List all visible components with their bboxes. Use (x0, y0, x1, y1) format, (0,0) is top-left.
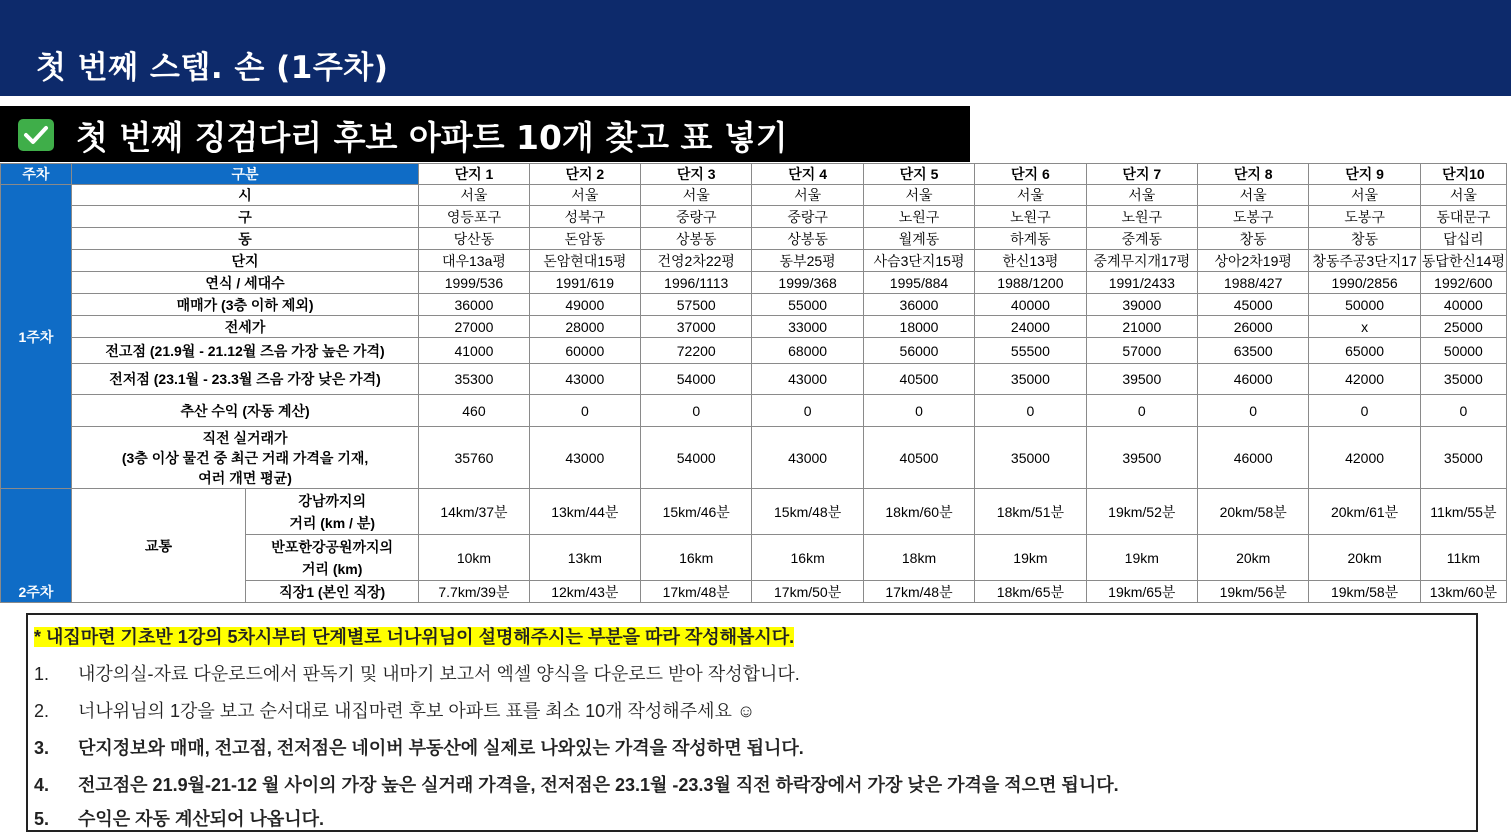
table-cell: 하계동 (975, 228, 1086, 250)
banpo-distance-label (246, 535, 419, 581)
gangnam-distance-label-line: 강남까지의 (298, 492, 366, 509)
row-label: 시 (71, 185, 418, 206)
table-cell: 서울 (641, 185, 752, 206)
table-cell: 55000 (752, 294, 863, 316)
table-cell: 37000 (641, 316, 752, 338)
table-cell: 16km (752, 535, 863, 581)
table-cell: 14km/37분 (419, 489, 529, 535)
table-cell: 46000 (1197, 427, 1308, 489)
table-cell: 40500 (863, 427, 974, 489)
note-number: 5. (34, 809, 50, 829)
table-cell: 20km (1309, 535, 1420, 581)
section-banner (0, 106, 970, 162)
page-title: 첫 번째 스텝. 손 (1주차) (36, 50, 389, 86)
table-cell: 1995/884 (863, 272, 974, 294)
table-cell: 39500 (1086, 427, 1197, 489)
table-cell: 50000 (1309, 294, 1420, 316)
table-cell: 54000 (641, 427, 752, 489)
table-cell: 노원구 (863, 206, 974, 228)
table-cell: 56000 (863, 338, 974, 364)
table-cell: 33000 (752, 316, 863, 338)
table-cell: 0 (1197, 395, 1308, 427)
complex-header: 단지 8 (1197, 164, 1308, 185)
table-cell: 중랑구 (752, 206, 863, 228)
week-header: 주차 (1, 164, 72, 185)
table-cell: 41000 (419, 338, 529, 364)
table-cell: 11km (1420, 535, 1506, 581)
table-cell: 월계동 (863, 228, 974, 250)
table-cell: 17km/48분 (641, 581, 752, 603)
table-cell: 35760 (419, 427, 529, 489)
table-cell: 19km (975, 535, 1086, 581)
table-cell: 63500 (1197, 338, 1308, 364)
table-cell: 서울 (1197, 185, 1308, 206)
table-cell: 18km/65분 (975, 581, 1086, 603)
note-text: 단지정보와 매매, 전고점, 전저점은 네이버 부동산에 실제로 나와있는 가격을 작성하면 됩니다. (78, 738, 804, 758)
table-cell: 35000 (975, 427, 1086, 489)
table-cell: 18km/60분 (863, 489, 974, 535)
table-cell: 24000 (975, 316, 1086, 338)
table-cell: 창동주공3단지17 (1309, 250, 1420, 272)
banpo-distance-label-line: 거리 (km) (301, 560, 363, 577)
table-cell: 17km/50분 (752, 581, 863, 603)
table-cell: 43000 (529, 427, 640, 489)
table-cell: 상아2차19평 (1197, 250, 1308, 272)
table-cell: 중계동 (1086, 228, 1197, 250)
complex-header: 단지 2 (529, 164, 640, 185)
table-cell: 1999/536 (419, 272, 529, 294)
table-cell: 창동 (1309, 228, 1420, 250)
table-cell: 28000 (529, 316, 640, 338)
table-cell: 서울 (529, 185, 640, 206)
table-cell: 20km (1197, 535, 1308, 581)
gangnam-distance-label (246, 489, 419, 535)
table-cell: 돈암동 (529, 228, 640, 250)
table-cell: 창동 (1197, 228, 1308, 250)
note-number: 3. (34, 738, 50, 758)
section-title: 첫 번째 징검다리 후보 아파트 10개 찾고 표 넣기 (76, 118, 788, 157)
row-label: 동 (71, 228, 418, 250)
table-cell: 0 (529, 395, 640, 427)
table-cell: 동답한신14평 (1420, 250, 1506, 272)
table-cell: 13km (529, 535, 640, 581)
table-cell: 60000 (529, 338, 640, 364)
table-cell: 서울 (752, 185, 863, 206)
table-cell: 사슴3단지15평 (863, 250, 974, 272)
table-cell: 72200 (641, 338, 752, 364)
table-cell: 19km/65분 (1086, 581, 1197, 603)
table-cell: 21000 (1086, 316, 1197, 338)
traffic-label: 교통 (71, 489, 245, 603)
table-cell: 54000 (641, 364, 752, 395)
table-cell: 40000 (1420, 294, 1506, 316)
table-cell: 서울 (1309, 185, 1420, 206)
row-label: 전세가 (71, 316, 418, 338)
table-cell: 55500 (975, 338, 1086, 364)
table-cell: 15km/48분 (752, 489, 863, 535)
table-cell: 43000 (529, 364, 640, 395)
table-cell: 18km/51분 (975, 489, 1086, 535)
table-cell: 동대문구 (1420, 206, 1506, 228)
table-cell: 도봉구 (1309, 206, 1420, 228)
table-cell: 460 (419, 395, 529, 427)
note-text: 수익은 자동 계산되어 나옵니다. (78, 809, 325, 829)
table-cell: 43000 (752, 364, 863, 395)
table-cell: 42000 (1309, 427, 1420, 489)
recent-trade-label-line: 여러 개면 평균) (198, 469, 292, 486)
table-cell: 서울 (975, 185, 1086, 206)
table-cell: 10km (419, 535, 529, 581)
table-cell: 노원구 (975, 206, 1086, 228)
note-text: 너나위님의 1강을 보고 순서대로 내집마련 후보 아파트 표를 최소 10개 작성해주세요 ☺ (78, 701, 756, 721)
row-label: 단지 (71, 250, 418, 272)
week-1-label: 1주차 (1, 185, 72, 489)
complex-header: 단지 7 (1086, 164, 1197, 185)
table-cell: 13km/60분 (1420, 581, 1506, 603)
table-cell: 43000 (752, 427, 863, 489)
table-cell: 18000 (863, 316, 974, 338)
table-cell: 0 (975, 395, 1086, 427)
table-cell: 중계무지개17평 (1086, 250, 1197, 272)
table-cell: 35000 (975, 364, 1086, 395)
recent-trade-label-line: 직전 실거래가 (202, 429, 288, 446)
banpo-distance-label-line: 반포한강공원까지의 (271, 538, 394, 555)
table-cell: 1992/600 (1420, 272, 1506, 294)
table-cell: 20km/61분 (1309, 489, 1420, 535)
table-cell: 19km (1086, 535, 1197, 581)
row-label: 추산 수익 (자동 계산) (71, 395, 418, 427)
table-cell: 42000 (1309, 364, 1420, 395)
complex-header: 단지 5 (863, 164, 974, 185)
table-cell: 39500 (1086, 364, 1197, 395)
table-cell: 57000 (1086, 338, 1197, 364)
table-cell: 19km/58분 (1309, 581, 1420, 603)
table-cell: 35000 (1420, 427, 1506, 489)
row-label: 전저점 (23.1월 - 23.3월 즈음 가장 낮은 가격) (71, 364, 418, 395)
table-cell: 25000 (1420, 316, 1506, 338)
week-2-label: 2주차 (1, 489, 72, 603)
table-cell: 0 (641, 395, 752, 427)
table-cell: 영등포구 (419, 206, 529, 228)
table-cell: 1991/619 (529, 272, 640, 294)
row-label: 연식 / 세대수 (71, 272, 418, 294)
table-cell: 서울 (1086, 185, 1197, 206)
table-cell: 26000 (1197, 316, 1308, 338)
table-cell: 상봉동 (752, 228, 863, 250)
table-cell: 65000 (1309, 338, 1420, 364)
table-cell: 40000 (975, 294, 1086, 316)
recent-trade-label (71, 427, 418, 489)
gangnam-distance-label-line: 거리 (km / 분) (289, 514, 376, 531)
complex-header: 단지 9 (1309, 164, 1420, 185)
note-number: 2. (34, 701, 50, 721)
table-cell: 18km (863, 535, 974, 581)
note-number: 4. (34, 775, 50, 795)
table-cell: 11km/55분 (1420, 489, 1506, 535)
note-number: 1. (34, 664, 50, 684)
highlight-note: * 내집마련 기초반 1강의 5차시부터 단계별로 너나위님이 설명해주시는 부분을 따라 작성해봅시다. (34, 627, 795, 647)
table-cell: 45000 (1197, 294, 1308, 316)
table-cell: 17km/48분 (863, 581, 974, 603)
table-cell: 27000 (419, 316, 529, 338)
table-cell: 노원구 (1086, 206, 1197, 228)
table-cell: 한신13평 (975, 250, 1086, 272)
table-cell: 1990/2856 (1309, 272, 1420, 294)
table-cell: 0 (752, 395, 863, 427)
table-cell: 35000 (1420, 364, 1506, 395)
table-cell: 서울 (1420, 185, 1506, 206)
category-header: 구분 (71, 164, 418, 185)
table-cell: 57500 (641, 294, 752, 316)
table-cell: 39000 (1086, 294, 1197, 316)
table-cell: 19km/52분 (1086, 489, 1197, 535)
table-cell: 0 (1420, 395, 1506, 427)
table-cell: 1999/368 (752, 272, 863, 294)
check-mark-icon (18, 119, 54, 151)
complex-header: 단지 1 (419, 164, 529, 185)
table-cell: x (1309, 316, 1420, 338)
table-cell: 16km (641, 535, 752, 581)
title-bar (0, 0, 1511, 96)
table-cell: 당산동 (419, 228, 529, 250)
note-text: 내강의실-자료 다운로드에서 판독기 및 내마기 보고서 엑셀 양식을 다운로드 받아 작성합니다. (78, 664, 800, 684)
table-cell: 서울 (863, 185, 974, 206)
complex-header: 단지10 (1420, 164, 1506, 185)
table-cell: 13km/44분 (529, 489, 640, 535)
complex-header: 단지 6 (975, 164, 1086, 185)
table-cell: 대우13a평 (419, 250, 529, 272)
table-cell: 1991/2433 (1086, 272, 1197, 294)
table-cell: 50000 (1420, 338, 1506, 364)
complex-header: 단지 4 (752, 164, 863, 185)
table-cell: 돈암현대15평 (529, 250, 640, 272)
table-cell: 15km/46분 (641, 489, 752, 535)
table-cell: 35300 (419, 364, 529, 395)
table-cell: 도봉구 (1197, 206, 1308, 228)
apartment-table (0, 163, 1507, 603)
table-cell: 46000 (1197, 364, 1308, 395)
table-cell: 40500 (863, 364, 974, 395)
table-cell: 49000 (529, 294, 640, 316)
table-cell: 상봉동 (641, 228, 752, 250)
note-text: 전고점은 21.9월-21-12 월 사이의 가장 높은 실거래 가격을, 전저점은 23.1월 -23.3월 직전 하락장에서 가장 낮은 가격을 적으면 됩니다. (78, 775, 1119, 795)
table-cell: 건영2차22평 (641, 250, 752, 272)
row-label: 전고점 (21.9월 - 21.12월 즈음 가장 높은 가격) (71, 338, 418, 364)
table-cell: 서울 (419, 185, 529, 206)
table-cell: 성북구 (529, 206, 640, 228)
table-cell: 동부25평 (752, 250, 863, 272)
row-label: 매매가 (3층 이하 제외) (71, 294, 418, 316)
table-cell: 0 (1086, 395, 1197, 427)
table-cell: 답십리 (1420, 228, 1506, 250)
table-cell: 중랑구 (641, 206, 752, 228)
table-cell: 1988/1200 (975, 272, 1086, 294)
table-cell: 36000 (863, 294, 974, 316)
table-cell: 0 (863, 395, 974, 427)
work-distance-label: 직장1 (본인 직장) (246, 581, 419, 603)
instruction-box (26, 613, 1478, 832)
row-label: 구 (71, 206, 418, 228)
table-cell: 12km/43분 (529, 581, 640, 603)
table-cell: 1988/427 (1197, 272, 1308, 294)
recent-trade-label-line: (3층 이상 물건 중 최근 거래 가격을 기재, (121, 449, 369, 466)
table-cell: 0 (1309, 395, 1420, 427)
table-cell: 1996/1113 (641, 272, 752, 294)
table-cell: 7.7km/39분 (419, 581, 529, 603)
complex-header: 단지 3 (641, 164, 752, 185)
table-cell: 36000 (419, 294, 529, 316)
table-cell: 19km/56분 (1197, 581, 1308, 603)
table-cell: 68000 (752, 338, 863, 364)
table-cell: 20km/58분 (1197, 489, 1308, 535)
